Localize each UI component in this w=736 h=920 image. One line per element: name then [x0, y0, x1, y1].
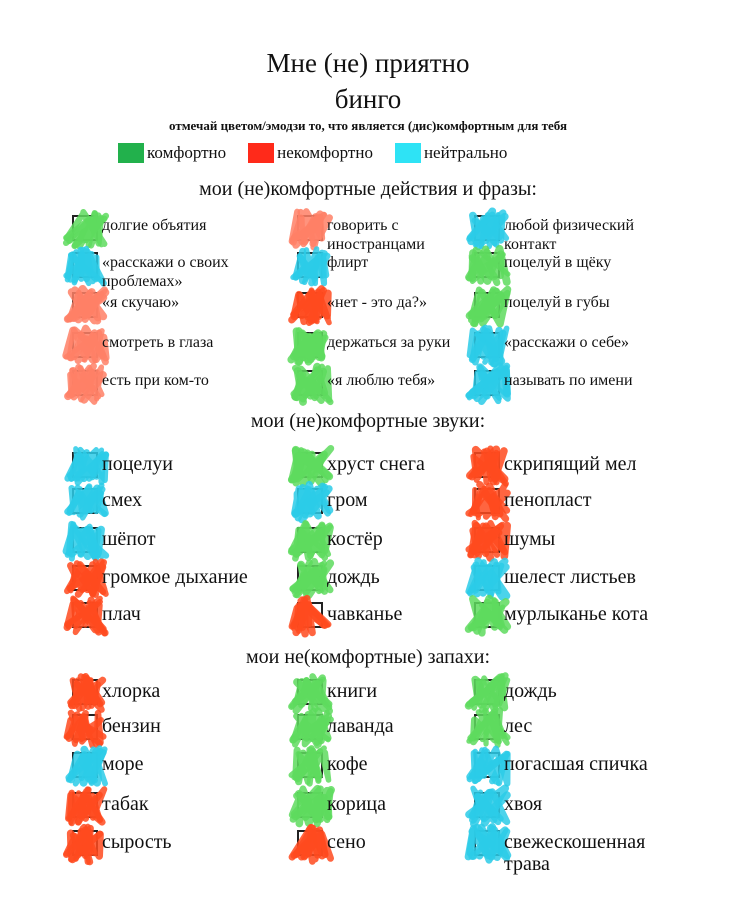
bingo-item-label: костёр — [327, 528, 383, 550]
legend-label-comfortable: комфортно — [147, 143, 227, 162]
bingo-item-label: сено — [327, 831, 366, 853]
bingo-item-label: дождь — [327, 566, 380, 588]
section-heading-actions: мои (не)комфортные действия и фразы: — [199, 178, 537, 200]
bingo-item-label: смотреть в глаза — [102, 334, 214, 351]
legend-label-uncomfortable: некомфортно — [277, 143, 373, 162]
bingo-item-label: держаться за руки — [327, 334, 451, 351]
bingo-item-label: «расскажи о своих проблемах» — [102, 254, 229, 290]
bingo-item-label: море — [102, 753, 144, 775]
instructions: отмечай цветом/эмодзи то, что является (дис)комфортным для тебя — [168, 118, 568, 133]
bingo-item-label: хруст снега — [327, 453, 425, 475]
legend-label-neutral: нейтрально — [423, 143, 508, 162]
bingo-item-label: лес — [504, 715, 533, 737]
bingo-item-label: «нет - это да?» — [327, 294, 427, 311]
bingo-item-label: табак — [102, 793, 149, 815]
page-title-bingo: бинго — [334, 84, 402, 114]
bingo-item-label: шелест листьев — [504, 566, 636, 588]
bingo-item-label: хвоя — [504, 793, 543, 815]
bingo-item-label: громкое дыхание — [102, 566, 248, 588]
bingo-item-label: гром — [327, 489, 368, 511]
color-legend — [118, 143, 529, 163]
bingo-item-label: «расскажи о себе» — [504, 334, 629, 351]
bingo-item-label: «я люблю тебя» — [327, 372, 436, 389]
bingo-item-label: говорить с иностранцами — [327, 217, 425, 253]
bingo-item-label: шумы — [504, 528, 556, 550]
section-heading-smells: мои не(комфортные) запахи: — [245, 646, 491, 668]
bingo-item-label: пенопласт — [504, 489, 592, 511]
bingo-item-label: скрипящий мел — [504, 453, 637, 475]
bingo-item-label: поцелуи — [102, 453, 173, 475]
bingo-item-label: смех — [102, 489, 143, 511]
bingo-item-label: бензин — [102, 715, 161, 737]
bingo-item-label: флирт — [327, 254, 369, 271]
legend-swatch-comfortable — [118, 143, 144, 163]
bingo-item-label: свежескошенная трава — [504, 831, 646, 875]
bingo-item-label: «я скучаю» — [102, 294, 180, 311]
bingo-item-label: есть при ком-то — [102, 372, 209, 389]
legend-swatch-neutral — [395, 143, 421, 163]
section-heading-sounds: мои (не)комфортные звуки: — [250, 410, 486, 432]
bingo-item-label: чавканье — [327, 603, 403, 625]
bingo-item-label: лаванда — [327, 715, 394, 737]
bingo-item-label: корица — [327, 793, 386, 815]
legend-swatch-uncomfortable — [248, 143, 274, 163]
bingo-item-label: погасшая спичка — [504, 753, 648, 775]
bingo-item-label: долгие объятия — [102, 217, 207, 234]
bingo-item-label: шёпот — [102, 528, 156, 550]
page-title: Мне (не) приятно — [266, 48, 470, 78]
bingo-item-label: книги — [327, 680, 378, 702]
bingo-item-label: хлорка — [102, 680, 161, 702]
bingo-item-label: дождь — [504, 680, 557, 702]
bingo-item-label: поцелуй в щёку — [504, 254, 612, 271]
bingo-item-label: называть по имени — [504, 372, 633, 389]
bingo-item-label: сырость — [102, 831, 172, 853]
bingo-item-label: поцелуй в губы — [504, 294, 610, 311]
bingo-item-label: кофе — [327, 753, 368, 775]
bingo-item-label: любой физический контакт — [504, 217, 634, 253]
bingo-item-label: мурлыканье кота — [504, 603, 649, 625]
bingo-item-label: плач — [102, 603, 141, 625]
